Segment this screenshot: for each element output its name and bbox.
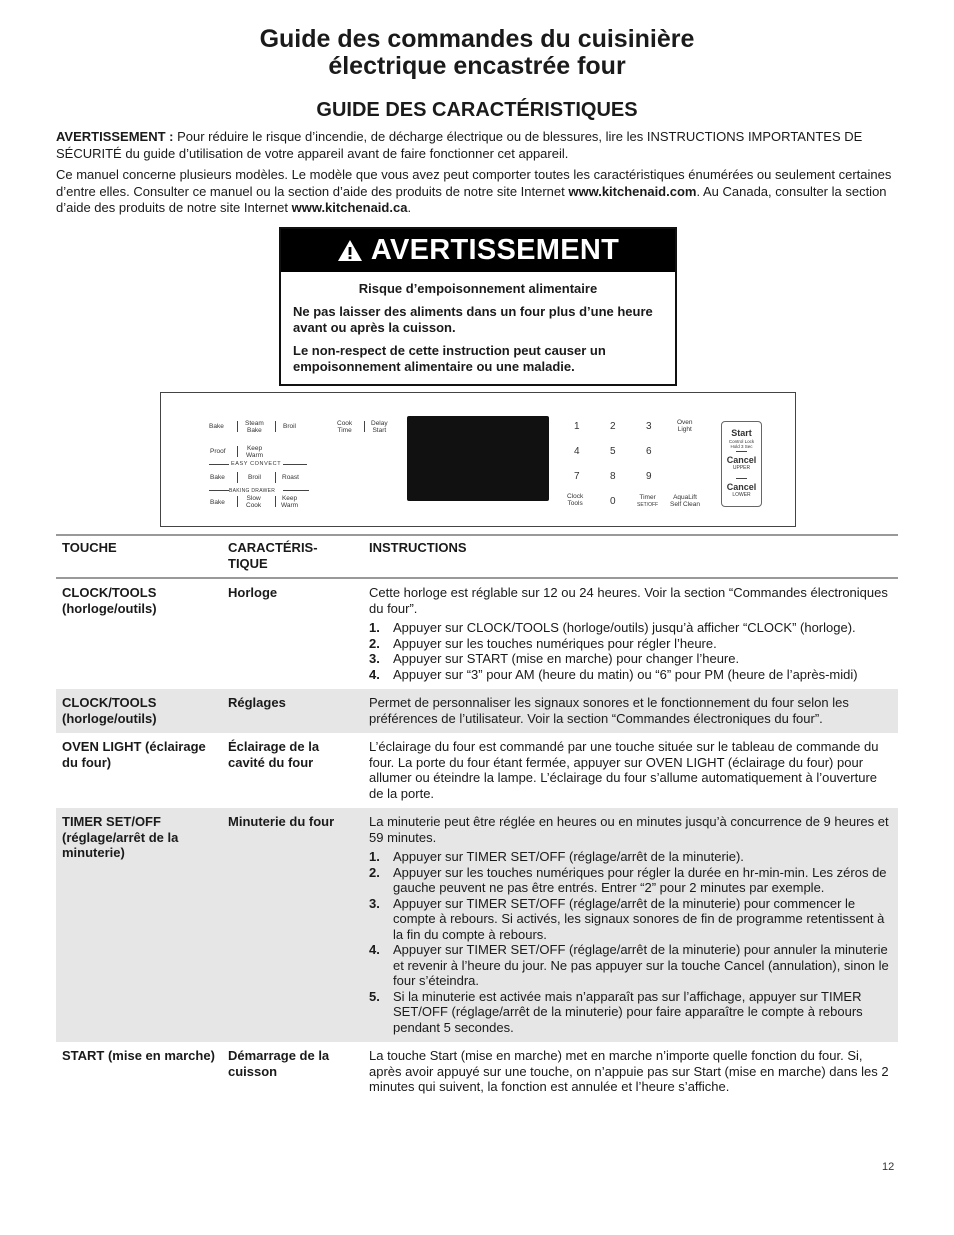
- warning-label: AVERTISSEMENT :: [56, 129, 174, 144]
- panel-separator: [275, 496, 276, 507]
- section-subtitle: GUIDE DES CARACTÉRISTIQUES: [316, 99, 638, 121]
- panel-lower-label: LOWER: [732, 492, 751, 498]
- title-line-2: électrique encastrée four: [328, 52, 626, 80]
- page-number: 12: [882, 1161, 895, 1173]
- warning-heading-text: AVERTISSEMENT: [370, 234, 620, 266]
- panel-roast-key: Roast: [282, 474, 299, 481]
- models-text-2: . Au Canada, consulter la section d’aide des produits de notre site Internet: [56, 183, 887, 215]
- panel-oven-light-key: Oven Light: [677, 419, 693, 433]
- panel-separator: [237, 472, 238, 483]
- row-feature: Démarrage de la cuisson: [228, 1048, 330, 1079]
- list-item: 4. Appuyer sur TIMER SET/OFF (réglage/arrêt de la minuterie) pour annuler la minuterie et revenir à l’heure du jour. Ne pas appuyer sur la touche Cancel (annulation), sinon le four s’éteindra.: [369, 942, 889, 988]
- panel-upper-label: UPPER: [732, 465, 751, 471]
- panel-cancel-upper-key: Cancel: [726, 455, 757, 465]
- row-text: Cette horloge est réglable sur 12 ou 24 heures. Voir la section “Commandes électroniques du four”.: [369, 585, 888, 616]
- table-header-row: [56, 535, 898, 578]
- panel-key-2: 2: [610, 421, 616, 432]
- panel-easy-convect-label: EASY CONVECT: [231, 461, 282, 467]
- panel-drawer-keep-warm-key: Keep Warm: [281, 495, 299, 509]
- header-instructions: INSTRUCTIONS: [363, 535, 898, 578]
- list-item: 1. Appuyer sur TIMER SET/OFF (réglage/arrêt de la minuterie).: [369, 849, 744, 864]
- row-instructions: [363, 808, 898, 1042]
- row-key: CLOCK/TOOLS (horloge/outils): [56, 689, 222, 733]
- row-instructions: La touche Start (mise en marche) met en marche n’importe quelle fonction du four. Si, après avoir appuyé sur une touche, on n’appuie pas sur Start (mise en marche) dans les 2 minutes qui suivent, la fonction est annulée et l’heure s’affiche.: [369, 1048, 889, 1094]
- panel-start-cancel-group: [721, 421, 762, 507]
- warning-risk-title: Risque d’empoisonnement alimentaire: [358, 281, 598, 296]
- panel-divider: [283, 464, 307, 465]
- site-link-ca[interactable]: www.kitchenaid.ca: [291, 200, 408, 215]
- panel-divider: [209, 490, 229, 491]
- panel-key-5: 5: [610, 446, 616, 457]
- row-feature: Minuterie du four: [222, 808, 363, 1042]
- row-key: OVEN LIGHT (éclairage du four): [62, 739, 206, 770]
- panel-timer-key: Timer SET/OFF: [637, 494, 659, 508]
- control-panel-illustration: [160, 392, 796, 527]
- panel-clock-tools-key: Clock Tools: [567, 493, 584, 507]
- site-link-us[interactable]: www.kitchenaid.com: [568, 183, 697, 199]
- features-table: [56, 534, 898, 1102]
- panel-control-lock-label: Control Lock Hold 3 Sec: [728, 439, 755, 449]
- panel-delay-start-key: Delay Start: [371, 420, 388, 434]
- panel-display: [407, 416, 549, 501]
- list-item: 2. Appuyer sur les touches numériques pour régler la durée en hr-min-min. Les zéros de gauche peuvent ne pas être entrés. Entrer “2” pour 2 minutes par exemple.: [369, 864, 887, 895]
- panel-cook-time-key: Cook Time: [337, 420, 353, 434]
- panel-baking-drawer-label: BAKING DRAWER: [229, 488, 276, 494]
- list-item: 3. Appuyer sur START (mise en marche) pour changer l’heure.: [369, 651, 740, 666]
- panel-divider: [736, 478, 747, 479]
- panel-divider: [209, 464, 229, 465]
- list-item: 3. Appuyer sur TIMER SET/OFF (réglage/arrêt de la minuterie) pour commencer le compte à rebours. Si activés, les signaux sonores de fin de programme retentissent à la fin du compte à rebours.: [369, 895, 885, 942]
- panel-divider: [283, 490, 309, 491]
- warning-heading: [281, 229, 675, 272]
- panel-separator: [237, 446, 238, 457]
- list-item: 1. Appuyer sur CLOCK/TOOLS (horloge/outils) jusqu’à afficher “CLOCK” (horloge).: [369, 620, 856, 635]
- panel-separator: [237, 496, 238, 507]
- panel-convect-bake-key: Bake: [210, 474, 225, 481]
- panel-proof-key: Proof: [210, 448, 226, 455]
- panel-key-3: 3: [646, 421, 652, 432]
- table-row: [56, 733, 898, 808]
- panel-key-8: 8: [610, 471, 616, 482]
- panel-separator: [275, 421, 276, 432]
- row-instructions: [363, 578, 898, 689]
- table-row: [56, 578, 898, 689]
- row-feature: Éclairage de la cavité du four: [228, 739, 320, 770]
- warning-triangle-icon: [337, 239, 363, 262]
- models-paragraph: [56, 167, 898, 217]
- table-row: [56, 1042, 898, 1102]
- panel-cancel-lower-key: Cancel: [726, 482, 757, 492]
- panel-broil-key: Broil: [283, 423, 297, 430]
- list-item: 4. Appuyer sur “3” pour AM (heure du matin) ou “6” pour PM (heure de l’après-midi): [369, 666, 858, 682]
- step-list: [369, 849, 892, 1035]
- page-title: [0, 26, 954, 80]
- panel-separator: [237, 421, 238, 432]
- table-row: [56, 808, 898, 1042]
- step-list: [369, 620, 892, 682]
- panel-key-1: 1: [574, 421, 580, 432]
- table-row: [56, 689, 898, 733]
- panel-slow-cook-key: Slow Cook: [246, 495, 262, 509]
- panel-steam-bake-key: Steam Bake: [245, 420, 264, 434]
- row-instructions: Permet de personnaliser les signaux sonores et le fonctionnement du four selon les préférences de l’utilisateur. Voir la section “Commandes électroniques du four”.: [363, 689, 898, 733]
- panel-key-4: 4: [574, 446, 580, 457]
- row-text: La minuterie peut être réglée en heures ou en minutes jusqu’à concurrence de 9 heures et 59 minutes.: [369, 814, 889, 845]
- row-key: TIMER SET/OFF (réglage/arrêt de la minuterie): [56, 808, 222, 1042]
- panel-start-key: Start: [731, 428, 752, 438]
- row-feature: Horloge: [228, 585, 278, 600]
- panel-aqualift-key: AquaLift Self Clean: [670, 494, 700, 508]
- models-text-3: .: [407, 200, 412, 215]
- header-touche: TOUCHE: [56, 535, 222, 578]
- row-feature: Réglages: [222, 689, 363, 733]
- panel-key-6: 6: [646, 446, 652, 457]
- panel-key-7: 7: [574, 471, 580, 482]
- panel-keep-warm-key: Keep Warm: [246, 445, 264, 459]
- row-key: START (mise en marche): [62, 1048, 215, 1063]
- panel-key-0: 0: [610, 496, 616, 507]
- safety-warning-paragraph: [56, 129, 898, 162]
- title-line-1: Guide des commandes du cuisinière: [259, 25, 695, 53]
- list-item: 5. Si la minuterie est activée mais n’apparaît pas sur l’affichage, appuyer sur TIMER SET/OFF (réglage/arrêt de la minuterie) pour faire apparaître le compte à rebours pendant 5 secondes.: [369, 988, 863, 1035]
- models-text-1: Ce manuel concerne plusieurs modèles. Le modèle que vous avez peut comporter toutes les caractéristiques énumérées ou seulement certaines d’entre elles. Consulter ce manuel ou la section d’aide des produits de notre site Internet: [56, 167, 892, 199]
- panel-key-9: 9: [646, 471, 652, 482]
- panel-convect-broil-key: Broil: [248, 474, 262, 481]
- warning-text: Pour réduire le risque d’incendie, de décharge électrique ou de blessures, lire les INSTRUCTIONS IMPORTANTES DE SÉCURITÉ du guide d’utilisation de votre appareil avant de faire fonctionner cet appareil.: [56, 129, 863, 161]
- row-instructions: L’éclairage du four est commandé par une touche située sur le tableau de commande du four. La porte du four étant fermée, appuyer sur OVEN LIGHT (éclairage du four) pour allumer ou éteindre la lampe. L’éclairage du four s’allume automatiquement à l’ouverture de la porte.: [369, 739, 879, 801]
- food-poisoning-warning-box: [279, 227, 677, 386]
- warning-line-1: Ne pas laisser des aliments dans un four plus d’une heure avant ou après la cuisson.: [293, 304, 653, 335]
- row-key: CLOCK/TOOLS (horloge/outils): [62, 585, 157, 616]
- panel-bake-key: Bake: [209, 423, 224, 430]
- header-caracteristique: CARACTÉRIS- TIQUE: [222, 535, 363, 578]
- list-item: 2. Appuyer sur les touches numériques pour régler l’heure.: [369, 635, 717, 651]
- panel-separator: [275, 472, 276, 483]
- panel-separator: [364, 421, 365, 432]
- warning-line-2: Le non-respect de cette instruction peut causer un empoisonnement alimentaire ou une maladie.: [293, 343, 606, 374]
- panel-drawer-bake-key: Bake: [210, 499, 225, 506]
- panel-divider: [736, 451, 747, 452]
